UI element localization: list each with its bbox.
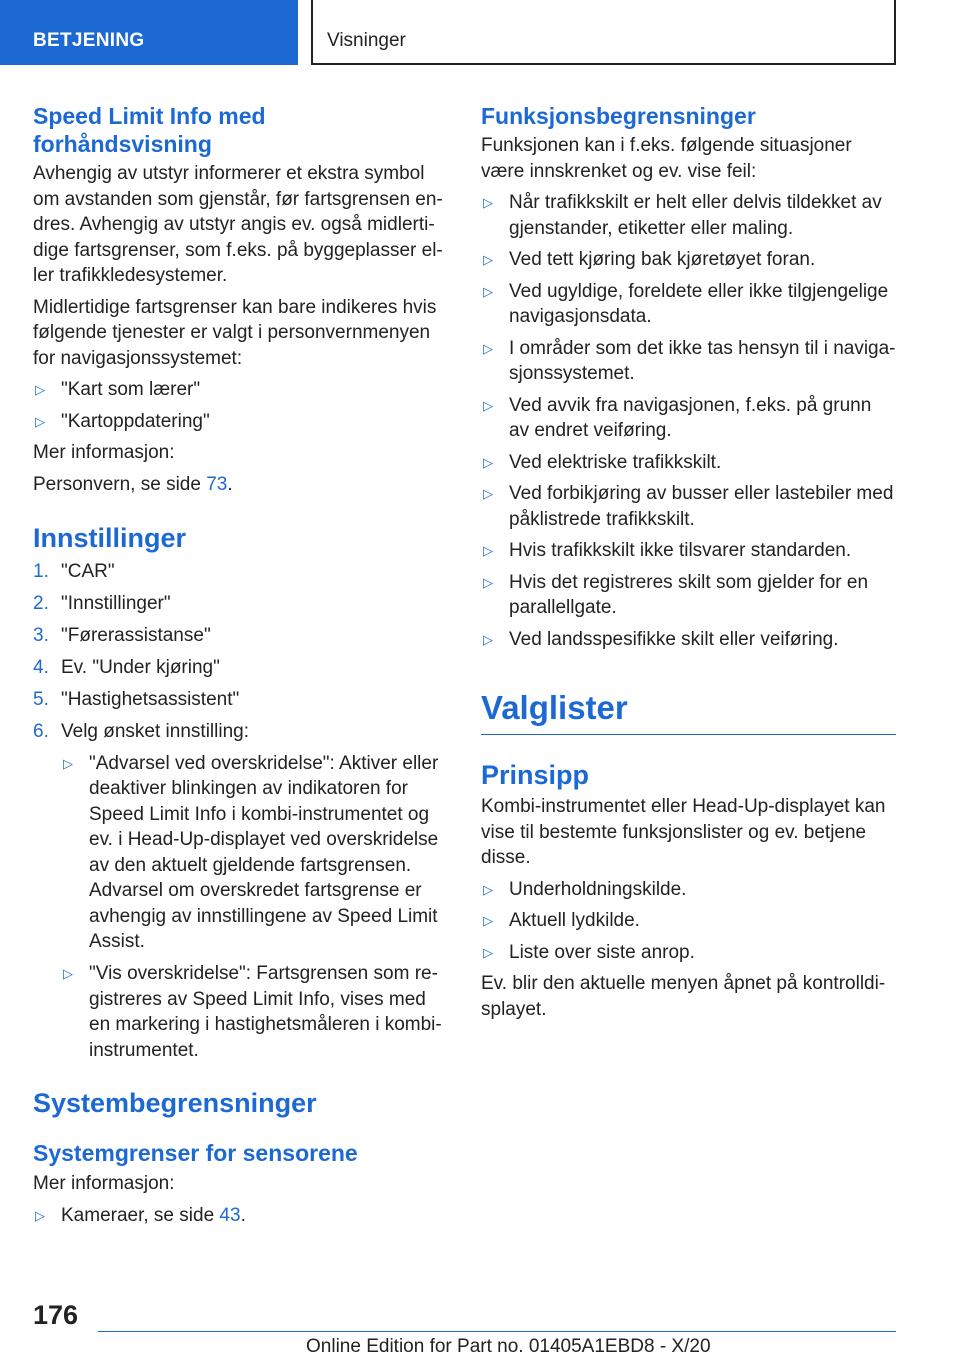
- triangle-right-icon: ▷: [483, 631, 493, 647]
- list-item: ▷ I områder som det ikke tas hensyn til i naviga-sjonssystemet.: [483, 337, 896, 384]
- speed-limit-paragraph-2: Midlertidige fartsgrenser kan bare indikeres hvis følgende tjenester er valgt i personvernmenyen for navigasjonssystemet:: [33, 296, 437, 369]
- triangle-right-icon: ▷: [483, 340, 493, 356]
- step-item: 2. "Innstillinger": [33, 592, 171, 614]
- triangle-right-icon: ▷: [483, 486, 493, 501]
- triangle-right-icon: ▷: [483, 454, 493, 470]
- triangle-right-icon: ▷: [63, 755, 73, 771]
- principle-paragraph: Kombi-instrumentet eller Head-Up-displayet kan vise til bestemte funksjonslister og ev. betjene disse.: [481, 796, 886, 868]
- section-title: BETJENING: [33, 30, 145, 51]
- settings-heading: Innstillinger: [33, 523, 187, 553]
- triangle-right-icon: ▷: [483, 913, 493, 928]
- privacy-reference: Personvern, se side 73.: [33, 473, 233, 495]
- page-link-43[interactable]: 43: [219, 1204, 241, 1226]
- principle-closing: Ev. blir den aktuelle menyen åpnet på kontrolldi-splayet.: [481, 973, 886, 1020]
- function-limits-heading: Funksjonsbegrensninger: [481, 103, 756, 129]
- triangle-right-icon: ▷: [63, 966, 73, 981]
- list-item: ▷ "Kart som lærer": [33, 377, 447, 403]
- list-item: ▷ Hvis trafikkskilt ikke tilsvarer standarden.: [481, 538, 896, 564]
- chapter-tab: [311, 0, 896, 65]
- list-item: ▷ Underholdningskilde.: [481, 877, 896, 903]
- right-column: [481, 102, 896, 1022]
- triangle-right-icon: ▷: [483, 397, 493, 413]
- list-item: ▷ Ved landsspesifikke skilt eller veiføring.: [481, 627, 896, 653]
- sensor-limits-heading: Systemgrenser for sensorene: [33, 1140, 358, 1166]
- system-limits-heading: Systembegrensninger: [33, 1088, 317, 1118]
- function-limits-intro: Funksjonen kan i f.eks. følgende situasjoner være innskrenket og ev. vise feil:: [481, 135, 852, 182]
- speed-limit-paragraph-1: Avhengig av utstyr informerer et ekstra symbol om avstanden som gjenstår, før fartsgrensen en-dres. Avhengig av utstyr angis ev. også midlerti-dige fartsgrenser, som f.eks. på byggeplasser el-ler trafikkledesystemer.: [33, 163, 443, 286]
- list-item: ▷ Ved ugyldige, foreldete eller ikke tilgjengelige navigasjonsdata.: [483, 280, 889, 327]
- function-limits-list: [481, 190, 896, 652]
- list-item: ▷ Aktuell lydkilde.: [481, 908, 896, 934]
- list-item: ▷ Ved tett kjøring bak kjøretøyet foran.: [481, 247, 896, 273]
- triangle-right-icon: ▷: [35, 382, 45, 397]
- triangle-right-icon: ▷: [483, 195, 493, 210]
- step-item: 5. "Hastighetsassistent": [33, 688, 240, 710]
- triangle-right-icon: ▷: [483, 881, 493, 897]
- step-item: 4. Ev. "Under kjøring": [33, 656, 220, 678]
- triangle-right-icon: ▷: [483, 283, 493, 299]
- heading-divider: [481, 734, 896, 735]
- left-column: [33, 102, 447, 1228]
- list-item: ▷ "Kartoppdatering": [33, 409, 447, 435]
- setting-options-list: [61, 751, 447, 1064]
- list-item: ▷ Kameraer, se side 43.: [33, 1203, 447, 1229]
- more-info-label-2: Mer informasjon:: [33, 1173, 175, 1194]
- list-item: ▷ Ved avvik fra navigasjonen, f.eks. på grunn av endret veiføring.: [483, 394, 872, 441]
- speed-limit-heading: Speed Limit Info med forhåndsvisning: [33, 103, 266, 157]
- principle-heading: Prinsipp: [481, 760, 590, 790]
- speed-limit-bullet-list: [33, 377, 447, 434]
- triangle-right-icon: ▷: [483, 944, 493, 960]
- list-item: ▷ Når trafikkskilt er helt eller delvis tildekket av gjenstander, etiketter eller maling.: [483, 192, 882, 239]
- triangle-right-icon: ▷: [35, 1207, 45, 1223]
- list-item: ▷ Liste over siste anrop.: [481, 940, 896, 966]
- settings-steps: [33, 559, 447, 1064]
- more-info-label: Mer informasjon:: [33, 442, 175, 463]
- list-item: ▷ Ved forbikjøring av busser eller lastebiler med påklistrede trafikkskilt.: [483, 483, 894, 530]
- step-item: 3. "Førerassistanse": [33, 624, 211, 646]
- step-item: 6. Velg ønsket innstilling: ▷ "Advarsel ved overskridelse": Aktiver eller deaktiver blinkingen av indikatoren for Speed Limit Info i kombi-instrumentet og ev. i Head-Up-displayet ved overskridelse av den aktuelt gjeldende fartsgrensen. Advarsel om overskredet fartsgrense er avhengig av innstillingene av Speed Limit Assist. ▷ "Vis overskridelse": Fartsgrensen som re-gistreres av Speed Limit Info, vises med en markering i hastighetsmåleren i kombi-instrumentet.: [33, 719, 447, 1064]
- triangle-right-icon: ▷: [483, 574, 493, 590]
- list-item: ▷ Hvis det registreres skilt som gjelder for en parallellgate.: [483, 571, 869, 618]
- triangle-right-icon: ▷: [483, 252, 493, 267]
- list-item: ▷ Ved elektriske trafikkskilt.: [481, 450, 896, 476]
- section-tab: [0, 0, 298, 65]
- edition-note: Online Edition for Part no. 01405A1EBD8 - X/20: [306, 1336, 711, 1357]
- page-link-73[interactable]: 73: [206, 473, 228, 495]
- step-item: 1. "CAR": [33, 560, 115, 582]
- footer-divider: [98, 1331, 896, 1332]
- triangle-right-icon: ▷: [483, 543, 493, 558]
- page-number: 176: [33, 1300, 79, 1330]
- chapter-title: Visninger: [327, 30, 406, 51]
- triangle-right-icon: ▷: [35, 413, 45, 429]
- list-item: ▷ "Advarsel ved overskridelse": Aktiver eller deaktiver blinkingen av indikatoren for Speed Limit Info i kombi-instrumentet og ev. i Head-Up-displayet ved overskridelse av den aktuelt gjeldende fartsgrensen. Advarsel om overskredet fartsgrense er avhengig av innstillingene av Speed Limit Assist.: [63, 752, 439, 952]
- principle-list: [481, 877, 896, 966]
- list-item: ▷ "Vis overskridelse": Fartsgrensen som re-gistreres av Speed Limit Info, vises med en markering i hastighetsmåleren i kombi-instrumentet.: [63, 963, 442, 1061]
- sensor-bullet-list: [33, 1203, 447, 1229]
- selection-lists-heading: Valglister: [481, 689, 628, 726]
